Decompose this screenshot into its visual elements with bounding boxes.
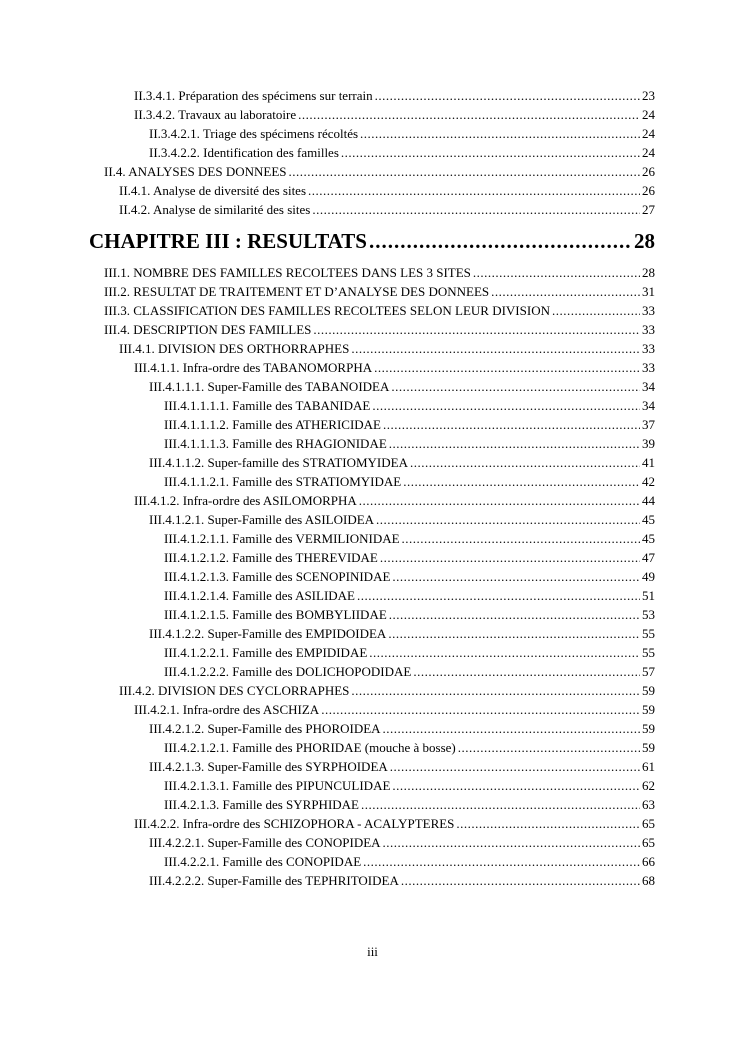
toc-entry-page: 44 — [642, 493, 655, 508]
dot-leader — [351, 341, 640, 357]
toc-entry-page: 59 — [642, 683, 655, 698]
dot-leader — [410, 455, 640, 471]
toc-entry[interactable] — [104, 284, 655, 300]
toc-entry[interactable] — [164, 436, 655, 452]
toc-entry-label: III.4.1.1.1.3. Famille des RHAGIONIDAE — [164, 436, 387, 451]
toc-entry-page: 65 — [642, 816, 655, 831]
toc-entry-label: III.4.1.2.1.2. Famille des THEREVIDAE — [164, 550, 378, 565]
dot-leader — [313, 322, 640, 338]
dot-leader — [552, 303, 640, 319]
toc-entry[interactable] — [104, 303, 655, 319]
toc-entry[interactable] — [164, 797, 655, 813]
toc-entry[interactable] — [134, 107, 655, 123]
dot-leader — [363, 854, 640, 870]
toc-entry-page: 66 — [642, 854, 655, 869]
toc-entry[interactable] — [149, 145, 655, 161]
toc-entry[interactable] — [134, 702, 655, 718]
toc-entry[interactable] — [134, 88, 655, 104]
dot-leader — [491, 284, 640, 300]
toc-entry-label: III.4.1.2.1. Super-Famille des ASILOIDEA — [149, 512, 375, 527]
toc-entry[interactable] — [149, 126, 655, 142]
toc-entry-label: II.4.1. Analyse de diversité des sites — [119, 183, 307, 198]
toc-entry-page: 34 — [642, 398, 655, 413]
toc-entry-label: III.3. CLASSIFICATION DES FAMILLES RECOLTEES SELON LEUR DIVISION — [104, 303, 550, 318]
toc-entry[interactable] — [104, 322, 655, 338]
toc-entry-label: III.4.2.1.3. Super-Famille des SYRPHOIDEA — [149, 759, 388, 774]
toc-entry[interactable] — [164, 664, 655, 680]
toc-entry[interactable] — [164, 398, 655, 414]
toc-entry[interactable] — [164, 645, 655, 661]
toc-entry[interactable] — [104, 164, 655, 180]
dot-leader — [341, 145, 640, 161]
toc-entry[interactable] — [164, 474, 655, 490]
dot-leader — [392, 778, 640, 794]
dot-leader — [403, 474, 640, 490]
dot-leader — [374, 360, 640, 376]
toc-entry[interactable] — [149, 626, 655, 642]
dot-leader — [391, 379, 640, 395]
toc-entry-label: III.4.1.1.1.1. Famille des TABANIDAE — [164, 398, 371, 413]
dot-leader — [369, 229, 632, 253]
dot-leader — [458, 740, 640, 756]
toc-entry[interactable] — [164, 550, 655, 566]
toc-entry-page: 39 — [642, 436, 655, 451]
dot-leader — [383, 835, 640, 851]
toc-entry-label: III.1. NOMBRE DES FAMILLES RECOLTEES DANS LES 3 SITES — [104, 265, 471, 280]
toc-entry-label: III.4.1. DIVISION DES ORTHORRAPHES — [119, 341, 350, 356]
toc-entry-label: II.4. ANALYSES DES DONNEES — [104, 164, 287, 179]
dot-leader — [388, 626, 640, 642]
toc-entry[interactable] — [134, 816, 655, 832]
toc-entry-page: 57 — [642, 664, 655, 679]
toc-entry-page: 62 — [642, 778, 655, 793]
dot-leader — [312, 202, 640, 218]
toc-entry-label: III.4.2.1.3. Famille des SYRPHIDAE — [164, 797, 359, 812]
dot-leader — [456, 816, 640, 832]
toc-entry-label: III.4.1.2. Infra-ordre des ASILOMORPHA — [134, 493, 357, 508]
dot-leader — [351, 683, 640, 699]
dot-leader — [380, 550, 640, 566]
toc-entry-label: III.4.1.2.1.3. Famille des SCENOPINIDAE — [164, 569, 391, 584]
toc-entry-page: 59 — [642, 702, 655, 717]
dot-leader — [369, 645, 640, 661]
toc-entry-page: 26 — [642, 183, 655, 198]
toc-entry-page: 24 — [642, 145, 655, 160]
toc-entry[interactable] — [164, 588, 655, 604]
dot-leader — [298, 107, 640, 123]
dot-leader — [383, 417, 640, 433]
toc-entry-page: 45 — [642, 531, 655, 546]
toc-entry-label: II.3.4.1. Préparation des spécimens sur terrain — [134, 88, 373, 103]
toc-entry-label: III.4.2.1. Infra-ordre des ASCHIZA — [134, 702, 320, 717]
toc-entry-label: III.4.1.1. Infra-ordre des TABANOMORPHA — [134, 360, 373, 375]
toc-entry-label: III.4.1.1.1. Super-Famille des TABANOIDEA — [149, 379, 390, 394]
toc-entry-page: 59 — [642, 721, 655, 736]
toc-entry-label: CHAPITRE III : RESULTATS — [89, 229, 367, 253]
toc-entry-page: 34 — [642, 379, 655, 394]
toc-entry-page: 42 — [642, 474, 655, 489]
toc-entry-page: 51 — [642, 588, 655, 603]
dot-leader — [376, 512, 640, 528]
toc-entry-page: 55 — [642, 645, 655, 660]
toc-entry-label: III.4.1.1.1.2. Famille des ATHERICIDAE — [164, 417, 382, 432]
dot-leader — [389, 607, 640, 623]
toc-entry[interactable] — [104, 265, 655, 281]
toc-entry[interactable] — [119, 202, 655, 218]
toc-entry-label: III.4.2.2.1. Famille des CONOPIDAE — [164, 854, 362, 869]
dot-leader — [389, 436, 640, 452]
toc-entry-page: 45 — [642, 512, 655, 527]
dot-leader — [390, 759, 640, 775]
dot-leader — [375, 88, 640, 104]
dot-leader — [372, 398, 640, 414]
toc-entry-page: 47 — [642, 550, 655, 565]
toc-entry[interactable] — [164, 778, 655, 794]
toc-entry-label: III.4.2.1.2. Super-Famille des PHOROIDEA — [149, 721, 381, 736]
dot-leader — [473, 265, 640, 281]
toc-entry-page: 27 — [642, 202, 655, 217]
dot-leader — [360, 126, 640, 142]
chapter-heading[interactable] — [89, 229, 655, 253]
toc-entry-page: 24 — [642, 126, 655, 141]
toc-entry-page: 33 — [642, 341, 655, 356]
toc-entry-label: III.4.1.2.1.1. Famille des VERMILIONIDAE — [164, 531, 400, 546]
toc-entry-page: 28 — [642, 265, 655, 280]
dot-leader — [392, 569, 640, 585]
toc-entry[interactable] — [149, 512, 655, 528]
dot-leader — [308, 183, 640, 199]
toc-entry[interactable] — [164, 531, 655, 547]
toc-entry-page: 41 — [642, 455, 655, 470]
dot-leader — [357, 588, 640, 604]
toc-entry[interactable] — [119, 183, 655, 199]
dot-leader — [383, 721, 640, 737]
toc-entry-label: III.4.1.2.2. Super-Famille des EMPIDOIDEA — [149, 626, 387, 641]
toc-entry[interactable] — [164, 740, 655, 756]
toc-entry[interactable] — [149, 721, 655, 737]
toc-entry-page: 65 — [642, 835, 655, 850]
toc-entry-label: III.4.2. DIVISION DES CYCLORRAPHES — [119, 683, 350, 698]
toc-entry-page: 53 — [642, 607, 655, 622]
toc-entry-label: III.4.2.1.3.1. Famille des PIPUNCULIDAE — [164, 778, 391, 793]
page-number: iii — [367, 944, 378, 959]
dot-leader — [321, 702, 640, 718]
toc-entry-label: III.4.1.1.2. Super-famille des STRATIOMYIDEA — [149, 455, 408, 470]
toc-entry[interactable] — [149, 379, 655, 395]
toc-entry-page: 33 — [642, 322, 655, 337]
toc-entry-label: II.3.4.2.2. Identification des familles — [149, 145, 339, 160]
dot-leader — [401, 873, 640, 889]
toc-entry-label: III.4.1.2.1.4. Famille des ASILIDAE — [164, 588, 356, 603]
toc-entry-label: II.3.4.2.1. Triage des spécimens récoltés — [149, 126, 359, 141]
dot-leader — [413, 664, 640, 680]
toc-entry-label: III.4.2.1.2.1. Famille des PHORIDAE (mouche à bosse) — [164, 740, 456, 755]
toc-entry-page: 26 — [642, 164, 655, 179]
toc-entry[interactable] — [119, 341, 655, 357]
toc-entry-page: 23 — [642, 88, 655, 103]
toc-entry-label: III.4.1.2.2.1. Famille des EMPIDIDAE — [164, 645, 368, 660]
toc-entry-page: 55 — [642, 626, 655, 641]
toc-entry-page: 59 — [642, 740, 655, 755]
toc-entry-label: III.4. DESCRIPTION DES FAMILLES — [104, 322, 312, 337]
toc-entry[interactable] — [164, 417, 655, 433]
toc-entry-label: II.4.2. Analyse de similarité des sites — [119, 202, 311, 217]
toc-entry-page: 37 — [642, 417, 655, 432]
toc-entry[interactable] — [164, 569, 655, 585]
toc-entry[interactable] — [149, 873, 655, 889]
toc-entry-page: 28 — [634, 229, 655, 253]
dot-leader — [361, 797, 640, 813]
dot-leader — [359, 493, 640, 509]
toc-entry-label: III.4.1.2.2.2. Famille des DOLICHOPODIDAE — [164, 664, 412, 679]
toc-entry-label: III.4.2.2.1. Super-Famille des CONOPIDEA — [149, 835, 381, 850]
toc-entry[interactable] — [134, 493, 655, 509]
toc-entry-page: 49 — [642, 569, 655, 584]
toc-entry-page: 33 — [642, 303, 655, 318]
toc-entry[interactable] — [134, 360, 655, 376]
dot-leader — [402, 531, 640, 547]
dot-leader — [289, 164, 640, 180]
toc-entry-label: III.2. RESULTAT DE TRAITEMENT ET D’ANALYSE DES DONNEES — [104, 284, 490, 299]
toc-entry[interactable] — [164, 854, 655, 870]
toc-entry-label: III.4.2.2.2. Super-Famille des TEPHRITOIDEA — [149, 873, 399, 888]
toc-entry[interactable] — [149, 835, 655, 851]
toc-entry-label: II.3.4.2. Travaux au laboratoire — [134, 107, 297, 122]
toc-entry-label: III.4.1.2.1.5. Famille des BOMBYLIIDAE — [164, 607, 387, 622]
toc-entry-page: 63 — [642, 797, 655, 812]
toc-entry-page: 33 — [642, 360, 655, 375]
toc-entry-page: 68 — [642, 873, 655, 888]
toc-entry-label: III.4.1.1.2.1. Famille des STRATIOMYIDAE — [164, 474, 402, 489]
toc-entry[interactable] — [149, 455, 655, 471]
toc-entry[interactable] — [119, 683, 655, 699]
toc-entry-label: III.4.2.2. Infra-ordre des SCHIZOPHORA - ACALYPTERES — [134, 816, 455, 831]
toc-entry[interactable] — [149, 759, 655, 775]
toc-entry-page: 31 — [642, 284, 655, 299]
toc-entry-page: 61 — [642, 759, 655, 774]
toc-entry[interactable] — [164, 607, 655, 623]
toc-entry-page: 24 — [642, 107, 655, 122]
